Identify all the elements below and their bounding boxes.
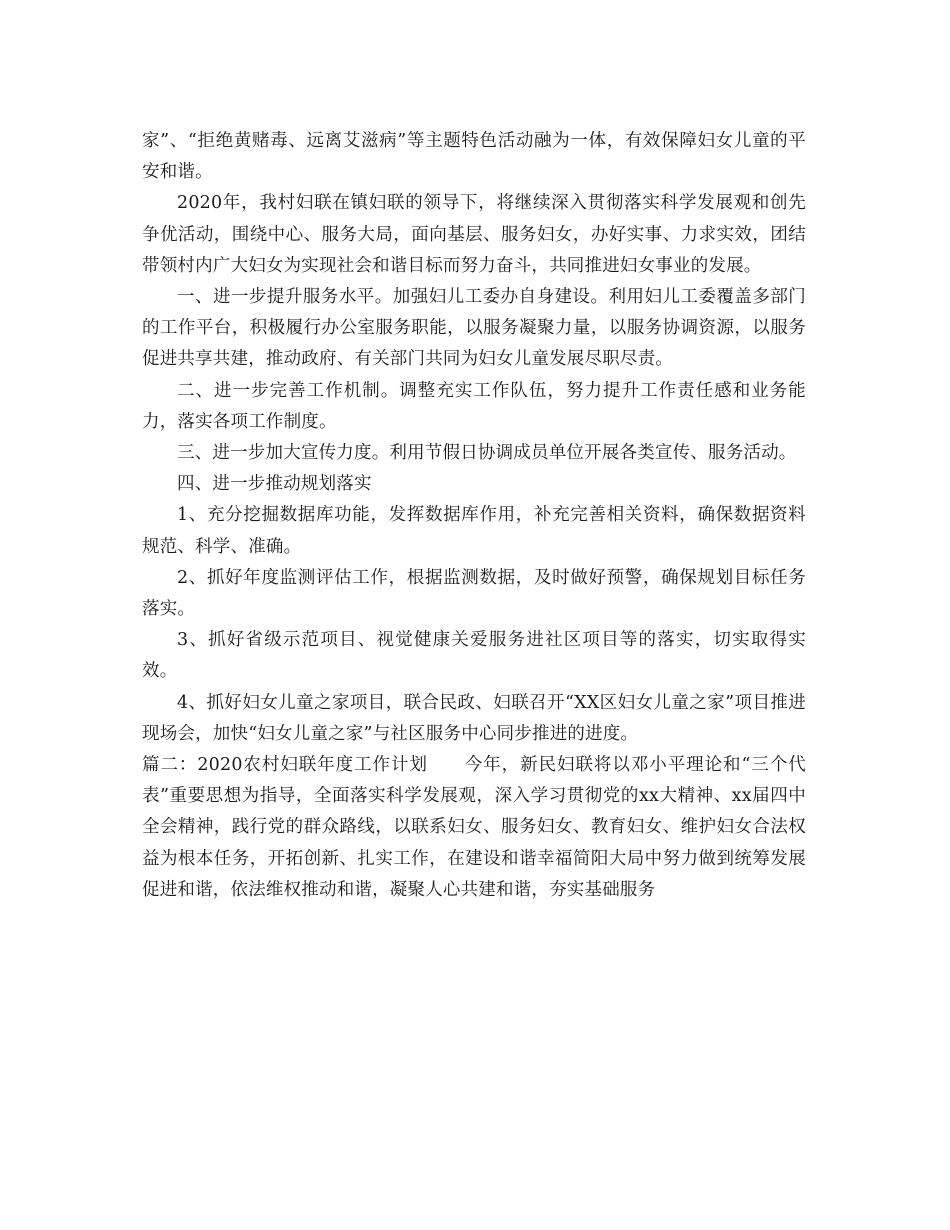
paragraph-11: 篇二：2020农村妇联年度工作计划 今年，新民妇联将以邓小平理论和“三个代表”重要思想为指导，全面落实科学发展观，深入学习贯彻党的xx大精神、xx届四中全会精神，践行党的群众路线，以联系妇女、服务妇女、教育妇女、维护妇女合法权益为根本任务，开拓创新、扎实工作，在建设和谐幸福简阳大局中努力做到统筹发展促进和谐，依法维权推动和谐，凝聚人心共建和谐，夯实基础服务	[142, 755, 806, 900]
paragraph-10: 4、抓好妇女儿童之家项目，联合民政、妇联召开“XX区妇女儿童之家”项目推进现场会，加快“妇女儿童之家”与社区服务中心同步推进的进度。	[142, 692, 806, 744]
paragraph-6: 四、进一步推动规划落实	[177, 474, 372, 495]
paragraph-8: 2、抓好年度监测评估工作，根据监测数据，及时做好预警，确保规划目标任务落实。	[142, 567, 806, 620]
paragraph-3: 一、进一步提升服务水平。加强妇儿工委办自身建设。利用妇儿工委覆盖多部门的工作平台，积极履行办公室服务职能，以服务凝聚力量，以服务协调资源，以服务促进共享共建，推动政府、有关部门共同为妇女儿童发展尽职尽责。	[142, 287, 806, 370]
paragraph-4: 二、进一步完善工作机制。调整充实工作队伍，努力提升工作责任感和业务能力，落实各项工作制度。	[142, 380, 806, 432]
paragraph-2: 2020年，我村妇联在镇妇联的领导下，将继续深入贯彻落实科学发展观和创先争优活动，围绕中心、服务大局，面向基层、服务妇女，办好实事、力求实效，团结带领村内广大妇女为实现社会和谐目标而努力奋斗，共同推进妇女事业的发展。	[142, 193, 806, 276]
paragraph-5: 三、进一步加大宣传力度。利用节假日协调成员单位开展各类宣传、服务活动。	[177, 443, 797, 464]
paragraph-9: 3、抓好省级示范项目、视觉健康关爱服务进社区项目等的落实，切实取得实效。	[142, 630, 806, 682]
paragraph-7: 1、充分挖掘数据库功能，发挥数据库作用，补充完善相关资料，确保数据资料规范、科学、准确。	[142, 505, 806, 557]
document-body	[142, 126, 806, 906]
paragraph-1: 家”、“拒绝黄赌毒、远离艾滋病”等主题特色活动融为一体，有效保障妇女儿童的平安和谐。	[142, 131, 806, 183]
